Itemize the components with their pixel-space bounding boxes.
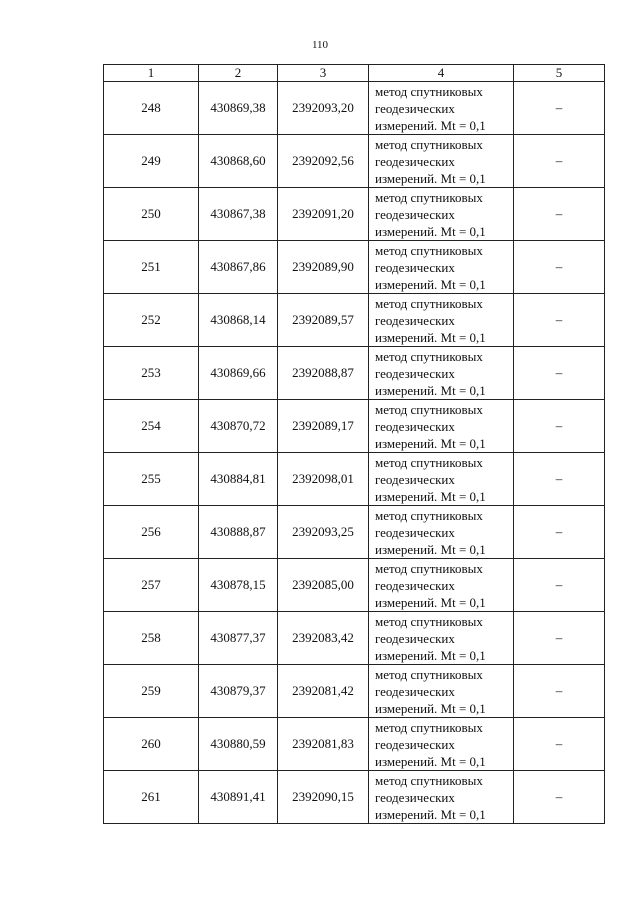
- y-coordinate-cell: 2392089,17: [278, 400, 369, 453]
- table-header-row: [104, 65, 605, 82]
- method-line: измерений. Mt = 0,1: [375, 117, 486, 133]
- method-line: геодезических: [375, 418, 455, 434]
- coordinates-table: [103, 64, 605, 824]
- method-line: геодезических: [375, 683, 455, 699]
- point-number-cell: 248: [104, 82, 199, 135]
- table-row: [104, 400, 605, 453]
- method-line: измерений. Mt = 0,1: [375, 594, 486, 610]
- x-coordinate-cell: 430868,14: [199, 294, 278, 347]
- method-line: геодезических: [375, 312, 455, 328]
- table-row: [104, 612, 605, 665]
- note-cell: –: [514, 188, 605, 241]
- page-number: 110: [311, 39, 329, 51]
- method-cell: [369, 241, 514, 294]
- x-coordinate-cell: 430877,37: [199, 612, 278, 665]
- method-cell: [369, 294, 514, 347]
- method-line: метод спутниковых: [375, 507, 483, 523]
- note-cell: –: [514, 241, 605, 294]
- method-cell: [369, 506, 514, 559]
- note-cell: –: [514, 506, 605, 559]
- method-line: геодезических: [375, 736, 455, 752]
- header-cell-4: 4: [369, 65, 514, 82]
- note-cell: –: [514, 347, 605, 400]
- method-cell: [369, 559, 514, 612]
- method-line: измерений. Mt = 0,1: [375, 329, 486, 345]
- method-line: измерений. Mt = 0,1: [375, 806, 486, 822]
- method-line: геодезических: [375, 577, 455, 593]
- x-coordinate-cell: 430870,72: [199, 400, 278, 453]
- x-coordinate-cell: 430868,60: [199, 135, 278, 188]
- method-line: измерений. Mt = 0,1: [375, 223, 486, 239]
- x-coordinate-cell: 430867,38: [199, 188, 278, 241]
- y-coordinate-cell: 2392091,20: [278, 188, 369, 241]
- table-row: [104, 82, 605, 135]
- x-coordinate-cell: 430884,81: [199, 453, 278, 506]
- point-number-cell: 254: [104, 400, 199, 453]
- method-cell: [369, 347, 514, 400]
- x-coordinate-cell: 430869,38: [199, 82, 278, 135]
- header-cell-1: 1: [104, 65, 199, 82]
- point-number-cell: 249: [104, 135, 199, 188]
- y-coordinate-cell: 2392081,42: [278, 665, 369, 718]
- table-row: [104, 771, 605, 824]
- method-line: геодезических: [375, 206, 455, 222]
- method-line: измерений. Mt = 0,1: [375, 700, 486, 716]
- note-cell: –: [514, 771, 605, 824]
- x-coordinate-cell: 430888,87: [199, 506, 278, 559]
- method-line: метод спутниковых: [375, 772, 483, 788]
- note-cell: –: [514, 559, 605, 612]
- note-cell: –: [514, 453, 605, 506]
- method-line: геодезических: [375, 471, 455, 487]
- y-coordinate-cell: 2392098,01: [278, 453, 369, 506]
- y-coordinate-cell: 2392083,42: [278, 612, 369, 665]
- table-row: [104, 453, 605, 506]
- method-cell: [369, 400, 514, 453]
- point-number-cell: 251: [104, 241, 199, 294]
- point-number-cell: 261: [104, 771, 199, 824]
- method-line: измерений. Mt = 0,1: [375, 488, 486, 504]
- method-line: метод спутниковых: [375, 613, 483, 629]
- method-line: измерений. Mt = 0,1: [375, 647, 486, 663]
- method-cell: [369, 612, 514, 665]
- method-line: геодезических: [375, 630, 455, 646]
- x-coordinate-cell: 430879,37: [199, 665, 278, 718]
- note-cell: –: [514, 294, 605, 347]
- x-coordinate-cell: 430880,59: [199, 718, 278, 771]
- note-cell: –: [514, 400, 605, 453]
- method-line: измерений. Mt = 0,1: [375, 382, 486, 398]
- method-line: метод спутниковых: [375, 295, 483, 311]
- method-line: метод спутниковых: [375, 719, 483, 735]
- table-body: [104, 65, 605, 824]
- method-line: измерений. Mt = 0,1: [375, 170, 486, 186]
- method-line: геодезических: [375, 789, 455, 805]
- table-row: [104, 347, 605, 400]
- method-line: метод спутниковых: [375, 560, 483, 576]
- y-coordinate-cell: 2392085,00: [278, 559, 369, 612]
- x-coordinate-cell: 430878,15: [199, 559, 278, 612]
- note-cell: –: [514, 612, 605, 665]
- table-row: [104, 665, 605, 718]
- method-cell: [369, 82, 514, 135]
- y-coordinate-cell: 2392089,57: [278, 294, 369, 347]
- table-row: [104, 241, 605, 294]
- method-cell: [369, 771, 514, 824]
- method-cell: [369, 135, 514, 188]
- y-coordinate-cell: 2392093,25: [278, 506, 369, 559]
- table-row: [104, 506, 605, 559]
- note-cell: –: [514, 82, 605, 135]
- header-cell-2: 2: [199, 65, 278, 82]
- y-coordinate-cell: 2392092,56: [278, 135, 369, 188]
- method-line: геодезических: [375, 524, 455, 540]
- y-coordinate-cell: 2392088,87: [278, 347, 369, 400]
- method-line: геодезических: [375, 259, 455, 275]
- x-coordinate-cell: 430867,86: [199, 241, 278, 294]
- method-line: метод спутниковых: [375, 348, 483, 364]
- point-number-cell: 258: [104, 612, 199, 665]
- method-line: геодезических: [375, 153, 455, 169]
- point-number-cell: 252: [104, 294, 199, 347]
- point-number-cell: 257: [104, 559, 199, 612]
- table-row: [104, 559, 605, 612]
- x-coordinate-cell: 430869,66: [199, 347, 278, 400]
- header-cell-5: 5: [514, 65, 605, 82]
- note-cell: –: [514, 718, 605, 771]
- method-line: измерений. Mt = 0,1: [375, 753, 486, 769]
- y-coordinate-cell: 2392089,90: [278, 241, 369, 294]
- method-line: геодезических: [375, 365, 455, 381]
- point-number-cell: 259: [104, 665, 199, 718]
- method-line: метод спутниковых: [375, 454, 483, 470]
- x-coordinate-cell: 430891,41: [199, 771, 278, 824]
- point-number-cell: 260: [104, 718, 199, 771]
- method-line: метод спутниковых: [375, 83, 483, 99]
- table-row: [104, 718, 605, 771]
- method-line: измерений. Mt = 0,1: [375, 435, 486, 451]
- method-line: метод спутниковых: [375, 666, 483, 682]
- point-number-cell: 255: [104, 453, 199, 506]
- method-line: метод спутниковых: [375, 136, 483, 152]
- method-cell: [369, 665, 514, 718]
- point-number-cell: 253: [104, 347, 199, 400]
- method-line: метод спутниковых: [375, 189, 483, 205]
- header-cell-3: 3: [278, 65, 369, 82]
- point-number-cell: 250: [104, 188, 199, 241]
- method-line: измерений. Mt = 0,1: [375, 276, 486, 292]
- point-number-cell: 256: [104, 506, 199, 559]
- table-row: [104, 135, 605, 188]
- note-cell: –: [514, 665, 605, 718]
- method-cell: [369, 718, 514, 771]
- y-coordinate-cell: 2392093,20: [278, 82, 369, 135]
- y-coordinate-cell: 2392081,83: [278, 718, 369, 771]
- method-line: метод спутниковых: [375, 401, 483, 417]
- method-cell: [369, 453, 514, 506]
- table-row: [104, 294, 605, 347]
- method-cell: [369, 188, 514, 241]
- method-line: метод спутниковых: [375, 242, 483, 258]
- y-coordinate-cell: 2392090,15: [278, 771, 369, 824]
- method-line: геодезических: [375, 100, 455, 116]
- method-line: измерений. Mt = 0,1: [375, 541, 486, 557]
- note-cell: –: [514, 135, 605, 188]
- table-row: [104, 188, 605, 241]
